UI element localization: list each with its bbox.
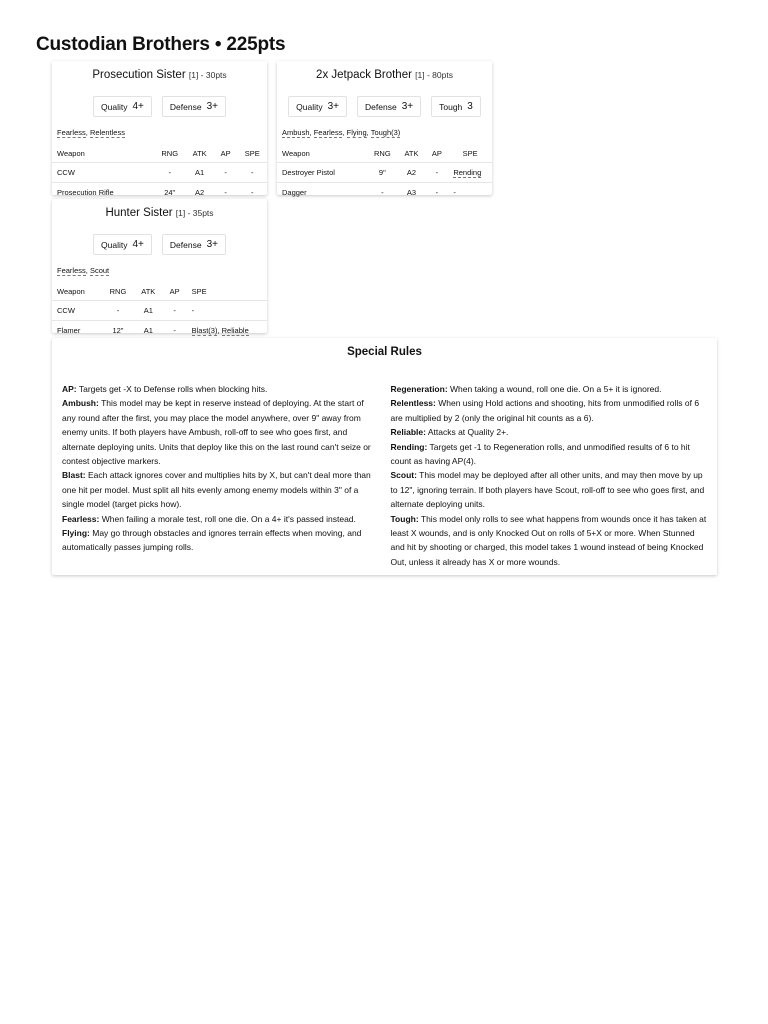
- weapon-spe: -: [187, 301, 267, 321]
- weapon-ap: -: [163, 301, 187, 321]
- rule-link[interactable]: Blast(3): [191, 326, 218, 335]
- weapon-rng: 24": [164, 188, 176, 197]
- unit-title: [52, 69, 267, 85]
- unit-meta: [1] - 80pts: [415, 70, 453, 80]
- weapon-ap: -: [435, 188, 439, 197]
- weapon-atk: A3: [406, 188, 417, 197]
- col-header: SPE: [237, 144, 267, 163]
- weapon-spe: -: [250, 188, 254, 197]
- unit-meta: [1] - 30pts: [188, 70, 227, 80]
- weapon-ap: -: [224, 188, 227, 197]
- col-header: AP: [425, 144, 448, 163]
- weapon-name: CCW: [52, 163, 154, 183]
- stat-label: Quality: [101, 101, 128, 112]
- unit-card-jetpack-brother: [277, 61, 492, 195]
- weapon-rng: -: [381, 188, 384, 197]
- weapon-table-header: [52, 282, 267, 301]
- unit-name: 2x Jetpack Brother: [316, 69, 412, 81]
- rule-entry: [62, 512, 379, 526]
- unit-title: [277, 69, 492, 85]
- stat-value: 4+: [132, 239, 144, 250]
- rule-text: When failing a morale test, roll one die. On a 4+ it's passed instead.: [101, 513, 356, 524]
- table-row: [277, 183, 492, 203]
- rule-text: Targets get -X to Defense rolls when blocking hits.: [78, 384, 268, 394]
- stat-value: 3: [467, 101, 473, 112]
- rule-entry: [62, 468, 379, 511]
- weapon-rng: -: [154, 163, 185, 183]
- weapon-ap: -: [173, 326, 176, 335]
- stat-quality: [288, 96, 347, 117]
- unit-name: Prosecution Sister: [92, 69, 186, 81]
- unit-card-prosecution-sister: [52, 61, 267, 195]
- col-header: SPE: [448, 144, 492, 163]
- rule-name: Regeneration:: [390, 384, 448, 394]
- rule-text: Each attack ignores cover and multiplies hits by X, but can't deal more than one hit per model. Must split all hits evenly among enemy models within 3" of a single model (target picks how).: [62, 470, 371, 510]
- table-row: [277, 163, 492, 183]
- stat-label: Tough: [439, 101, 463, 112]
- unit-rules: Fearless, Relentless: [57, 128, 125, 137]
- stat-label: Defense: [365, 101, 397, 112]
- stat-defense: [162, 234, 226, 255]
- rule-name: Relentless:: [390, 398, 436, 409]
- rule-name: Ambush:: [62, 398, 99, 409]
- unit-stats: [52, 96, 267, 117]
- weapon-atk: A1: [185, 163, 213, 183]
- col-header: Weapon: [277, 144, 367, 163]
- stat-label: Defense: [169, 239, 202, 250]
- unit-stats: [52, 234, 267, 255]
- col-header: Weapon: [52, 282, 102, 301]
- weapon-name: Prosecution Rifle: [57, 188, 114, 197]
- unit-stats: [277, 96, 492, 117]
- rule-link[interactable]: Fearless: [57, 266, 86, 275]
- rule-link[interactable]: Reliable: [221, 326, 249, 335]
- special-rules-card: [52, 338, 717, 575]
- rule-name: Reliable:: [390, 427, 426, 438]
- weapon-name: Flamer: [57, 326, 81, 335]
- weapon-name: CCW: [52, 301, 102, 321]
- weapon-ap: -: [214, 163, 238, 183]
- stat-defense: [357, 96, 421, 117]
- rule-name: Tough:: [390, 513, 419, 524]
- unit-rules: Ambush, Fearless, Flying, Tough(3): [282, 128, 401, 137]
- rule-entry: [62, 382, 379, 396]
- col-header: AP: [163, 282, 187, 301]
- col-header: Weapon: [52, 144, 154, 163]
- weapon-spe: -: [237, 163, 267, 183]
- special-rules-columns: [52, 382, 717, 569]
- weapon-table: [52, 282, 267, 340]
- rule-link[interactable]: Tough(3): [370, 128, 401, 137]
- col-header: ATK: [185, 144, 213, 163]
- rule-entry: [391, 468, 708, 511]
- stat-quality: [93, 96, 152, 117]
- unit-title: [52, 207, 267, 223]
- col-header: AP: [214, 144, 238, 163]
- rule-entry: [391, 512, 708, 570]
- page-title: Custodian Brothers • 225pts: [36, 34, 286, 55]
- weapon-atk: A1: [143, 326, 153, 335]
- rule-text: Targets get -1 to Regeneration rolls, and unmodified results of 6 to hit count as having AP(4).: [390, 441, 690, 467]
- weapon-table: [52, 144, 267, 202]
- stat-value: 3+: [401, 101, 414, 112]
- weapon-rng: -: [102, 301, 134, 321]
- rule-entry: [391, 396, 708, 425]
- weapon-table-header: [277, 144, 492, 163]
- rule-link[interactable]: Scout: [89, 266, 110, 275]
- stat-label: Quality: [296, 101, 323, 112]
- weapon-spe: -: [453, 188, 456, 197]
- stat-defense: [162, 96, 226, 117]
- stat-value: 4+: [132, 101, 144, 112]
- stat-quality: [93, 234, 152, 255]
- rule-link[interactable]: Fearless: [313, 128, 343, 137]
- weapon-name: Destroyer Pistol: [277, 163, 367, 183]
- stat-value: 3+: [206, 101, 218, 112]
- rule-entry: [391, 440, 708, 469]
- weapon-rng: 9": [367, 163, 398, 183]
- weapon-atk: A1: [134, 301, 163, 321]
- weapon-table-header: [52, 144, 267, 163]
- rule-name: AP:: [62, 384, 77, 394]
- weapon-ap: -: [425, 163, 448, 183]
- rule-text: May go through obstacles and ignores terrain effects when moving, and automatically passes jumping rolls.: [62, 528, 362, 553]
- rule-entry: [391, 382, 708, 396]
- col-header: ATK: [398, 144, 426, 163]
- weapon-table: [277, 144, 492, 202]
- col-header: SPE: [187, 282, 267, 301]
- rule-text: When using Hold actions and shooting, hits from unmodified rolls of 6 are multiplied by 2 (only the original hit counts as a 6).: [390, 398, 700, 423]
- stat-label: Defense: [169, 101, 202, 112]
- rule-name: Flying:: [62, 528, 90, 539]
- rule-entry: [62, 396, 379, 468]
- rule-name: Fearless:: [62, 513, 100, 524]
- col-header: ATK: [134, 282, 163, 301]
- rule-name: Rending:: [390, 441, 428, 452]
- special-rules-right: [391, 382, 708, 569]
- stat-tough: [431, 96, 481, 117]
- weapon-rng: 12": [112, 326, 124, 335]
- weapon-atk: A2: [195, 188, 205, 197]
- col-header: RNG: [367, 144, 398, 163]
- col-header: RNG: [154, 144, 185, 163]
- unit-rules: Fearless, Scout: [57, 266, 110, 275]
- rule-text: When taking a wound, roll one die. On a 5+ it is ignored.: [450, 384, 662, 394]
- rule-entry: [391, 425, 708, 439]
- rule-link[interactable]: Flying: [346, 128, 367, 137]
- rule-link[interactable]: Ambush: [282, 128, 310, 137]
- table-row: [52, 301, 267, 321]
- rule-entry: [62, 526, 379, 555]
- special-rules-left: [62, 382, 379, 569]
- unit-card-hunter-sister: [52, 199, 267, 333]
- rule-name: Scout:: [390, 470, 417, 481]
- stat-label: Quality: [101, 239, 128, 250]
- rule-text: This model only rolls to see what happens from wounds once it has taken at least X wounds, and is only Knocked Out on rolls of 5+X or more. When Stunned and hit by shooting or charged, this model takes 1 wound instead of being Knocked Out, unless it already has X or more wounds.: [390, 513, 707, 567]
- rule-text: This model may be deployed after all other units, and may then move by up to 12", ignoring terrain. If both players have Scout, roll-off to see who goes first, and alternate deploying units.: [390, 470, 705, 510]
- special-rules-title: Special Rules: [347, 346, 422, 358]
- weapon-name: Dagger: [282, 188, 307, 197]
- rule-link[interactable]: Rending: [453, 168, 482, 177]
- rule-text: Attacks at Quality 2+.: [427, 427, 509, 438]
- rule-link[interactable]: Relentless: [89, 128, 125, 137]
- rule-link[interactable]: Fearless: [57, 128, 86, 137]
- rule-text: This model may be kept in reserve instead of deploying. At the start of any round after the first, you may place the model anywhere, over 9" away from enemy units. If both players have Ambush, roll-off to see who goes first, and alternate deploying units. Units that deploy like this on the last round can't seize or contest objective markers.: [62, 398, 371, 467]
- table-row: Flamer 12" A1 - Blast(3), Reliable: [52, 321, 267, 341]
- stat-value: 3+: [206, 239, 218, 250]
- col-header: RNG: [102, 282, 134, 301]
- table-row: [52, 163, 267, 183]
- rule-name: Blast:: [62, 470, 86, 481]
- weapon-atk: A2: [398, 163, 426, 183]
- stat-value: 3+: [327, 101, 340, 112]
- unit-meta: [1] - 35pts: [175, 208, 214, 218]
- unit-name: Hunter Sister: [105, 207, 173, 219]
